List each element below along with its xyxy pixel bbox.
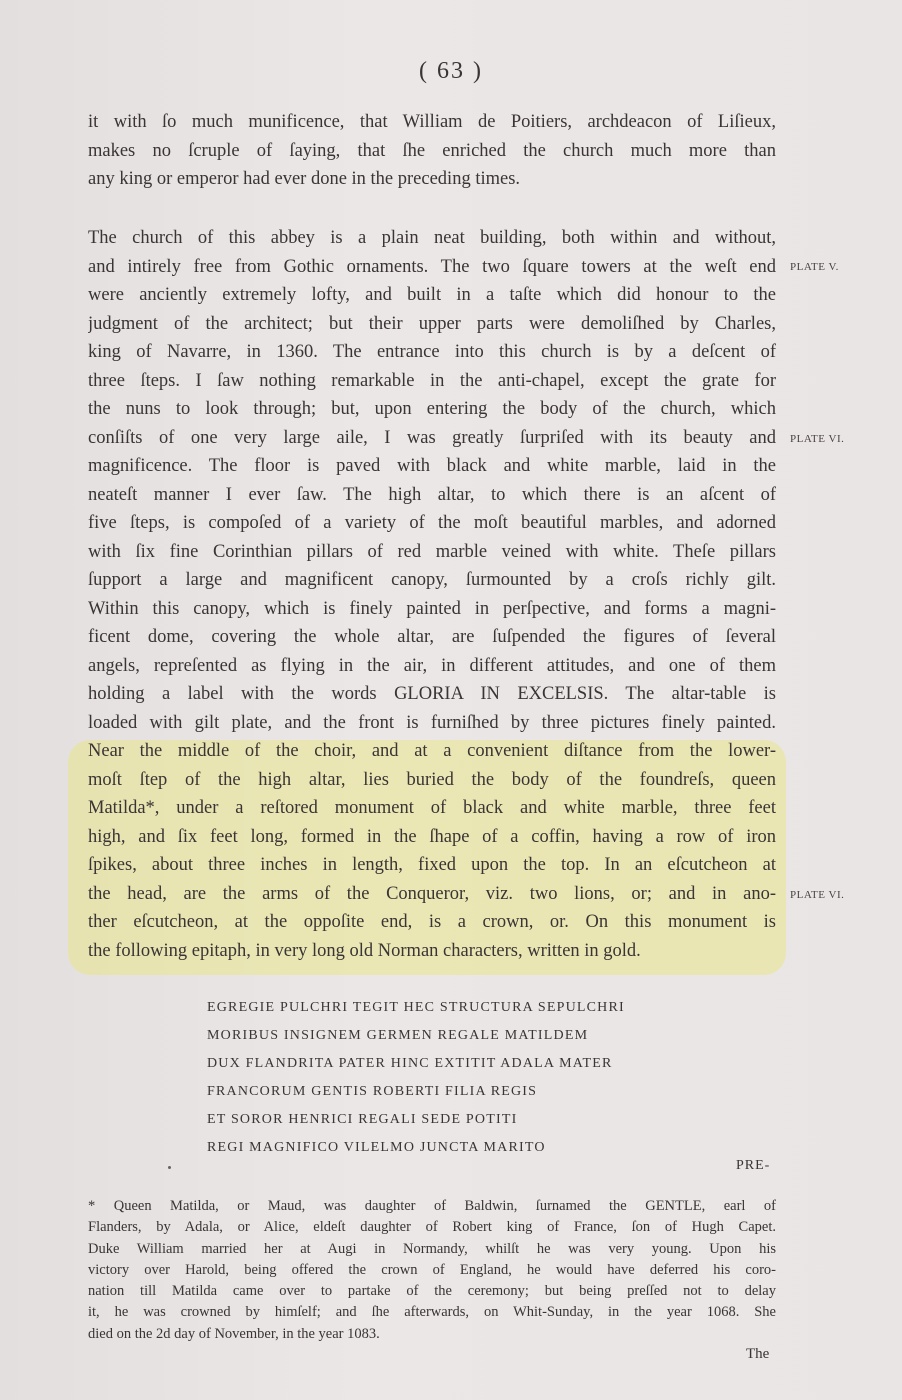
text-line: ſpikes, about three inches in length, fixed upon the top. In an eſcutcheon at bbox=[88, 855, 776, 875]
text-line: Matilda*, under a reſtored monument of black and white marble, three feet bbox=[88, 798, 776, 818]
text-line: it with ſo much munificence, that William de Poitiers, archdeacon of Liſieux, bbox=[88, 112, 776, 132]
footnote-line: victory over Harold, being offered the crown of England, he would have deferred his coro- bbox=[88, 1261, 776, 1278]
text-line: ficent dome, covering the whole altar, are ſuſpended the figures of ſeveral bbox=[88, 627, 776, 647]
epitaph-line: EGREGIE PULCHRI TEGIT HEC STRUCTURA SEPULCHRI bbox=[207, 1000, 625, 1015]
ink-mark bbox=[168, 1166, 171, 1169]
text-line: and intirely free from Gothic ornaments. The two ſquare towers at the weſt end bbox=[88, 256, 776, 277]
footnote-line: died on the 2d day of November, in the year 1083. bbox=[88, 1325, 380, 1342]
footnote bbox=[88, 1196, 776, 1345]
text-line: ther eſcutcheon, at the oppoſite end, is a crown, or. On this monument is bbox=[88, 912, 776, 932]
text-line: the following epitaph, in very long old Norman characters, written in gold. bbox=[88, 940, 641, 961]
margin-note-plate-vi: PLATE VI. bbox=[790, 889, 845, 901]
text-line: judgment of the architect; but their upper parts were demoliſhed by Charles, bbox=[88, 313, 776, 334]
text-line: three ſteps. I ſaw nothing remarkable in the anti-chapel, except the grate for bbox=[88, 370, 776, 391]
catchword: PRE- bbox=[736, 1158, 771, 1173]
text-line: loaded with gilt plate, and the front is furniſhed by three pictures finely painted. bbox=[88, 712, 776, 733]
footnote-line: Duke William married her at Augi in Normandy, whilſt he was very young. Upon his bbox=[88, 1240, 776, 1257]
text-line: magnificence. The floor is paved with black and white marble, laid in the bbox=[88, 456, 776, 476]
text-line: the nuns to look through; but, upon entering the body of the church, which bbox=[88, 399, 776, 419]
text-line: The church of this abbey is a plain neat building, both within and without, bbox=[88, 228, 776, 248]
epitaph-line: DUX FLANDRITA PATER HINC EXTITIT ADALA MATER bbox=[207, 1056, 613, 1071]
epitaph-line: ET SOROR HENRICI REGALI SEDE POTITI bbox=[207, 1112, 518, 1127]
footnote-line: Flanders, by Adala, or Alice, eldeſt daughter of Robert king of France, ſon of Hugh Capet. bbox=[88, 1219, 776, 1236]
footnote-line: it, he was crowned by himſelf; and ſhe afterwards, on Whit-Sunday, in the year 1068. She bbox=[88, 1304, 776, 1321]
text-line: neateſt manner I ever ſaw. The high altar, to which there is an aſcent of bbox=[88, 484, 776, 505]
text-line: conſiſts of one very large aile, I was greatly ſurpriſed with its beauty and bbox=[88, 427, 776, 448]
epitaph-line: FRANCORUM GENTIS ROBERTI FILIA REGIS bbox=[207, 1084, 538, 1099]
paragraph-2 bbox=[88, 224, 776, 965]
text-line: the head, are the arms of the Conqueror, viz. two lions, or; and in ano- bbox=[88, 883, 776, 904]
footnote-catchword: The bbox=[746, 1346, 770, 1362]
text-line: Near the middle of the choir, and at a convenient diſtance from the lower- bbox=[88, 741, 776, 761]
text-line: holding a label with the words GLORIA IN EXCELSIS. The altar-table is bbox=[88, 684, 776, 704]
text-line: were anciently extremely lofty, and built in a taſte which did honour to the bbox=[88, 285, 776, 305]
epitaph bbox=[207, 994, 727, 1162]
text-line: high, and ſix feet long, formed in the ſhape of a coffin, having a row of iron bbox=[88, 826, 776, 847]
text-line: any king or emperor had ever done in the preceding times. bbox=[88, 169, 521, 189]
text-line: angels, repreſented as flying in the air, in different attitudes, and one of them bbox=[88, 655, 776, 676]
margin-note-plate-v: PLATE V. bbox=[790, 261, 839, 273]
epitaph-line: REGI MAGNIFICO VILELMO JUNCTA MARITO bbox=[207, 1140, 546, 1155]
text-line: ſupport a large and magnificent canopy, ſurmounted by a croſs richly gilt. bbox=[88, 570, 776, 590]
text-line: with ſix fine Corinthian pillars of red marble veined with white. Theſe pillars bbox=[88, 541, 776, 562]
margin-note-plate-vi: PLATE VI. bbox=[790, 433, 845, 445]
text-line: king of Navarre, in 1360. The entrance into this church is by a deſcent of bbox=[88, 342, 776, 362]
epitaph-line: MORIBUS INSIGNEM GERMEN REGALE MATILDEM bbox=[207, 1028, 589, 1043]
text-line: makes no ſcruple of ſaying, that ſhe enriched the church much more than bbox=[88, 140, 776, 161]
paragraph-1 bbox=[88, 108, 776, 194]
page-number: ( 63 ) bbox=[419, 58, 483, 84]
text-line: five ſteps, is compoſed of a variety of the moſt beautiful marbles, and adorned bbox=[88, 513, 776, 533]
text-line: Within this canopy, which is finely painted in perſpective, and forms a magni- bbox=[88, 598, 776, 619]
footnote-line: nation till Matilda came over to partake of the ceremony; but being preſſed not to delay bbox=[88, 1283, 776, 1300]
footnote-line: * Queen Matilda, or Maud, was daughter of Baldwin, ſurnamed the GENTLE, earl of bbox=[88, 1198, 776, 1214]
text-line: moſt ſtep of the high altar, lies buried the body of the foundreſs, queen bbox=[88, 769, 776, 790]
